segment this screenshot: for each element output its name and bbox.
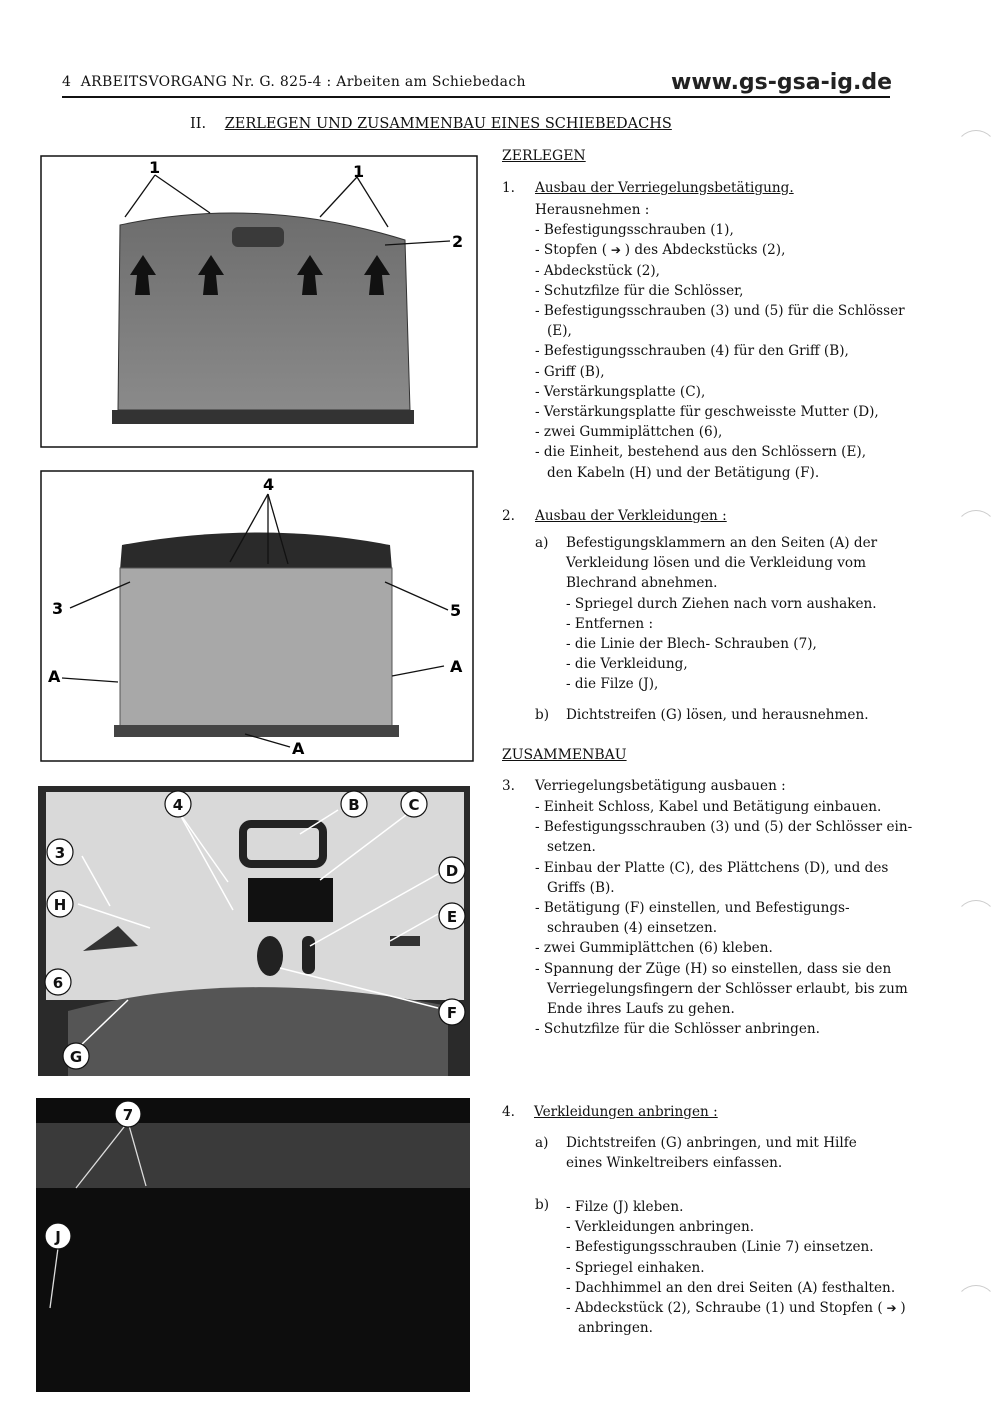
header-title: ARBEITSVORGANG Nr. G. 825-4 : Arbeiten am Schiebedach — [80, 74, 526, 90]
callout-label: A — [48, 667, 61, 686]
step-2-number: 2. — [502, 508, 515, 524]
step-4a-list — [566, 1133, 857, 1173]
list-item: - Abdeckstück (2), Schraube (1) und Stopfen ( ➔ ) — [566, 1300, 906, 1317]
arrow-right-icon: ➔ — [882, 1301, 901, 1316]
callout-label: 3 — [52, 599, 64, 618]
list-item: - Befestigungsschrauben (Linie 7) einsetzen. — [566, 1239, 874, 1256]
step-4b-label: b) — [535, 1197, 550, 1213]
list-item: - Verstärkungsplatte für geschweisste Mutter (D), — [535, 404, 879, 421]
list-item: Ende ihres Laufs zu gehen. — [547, 1001, 735, 1018]
callout-label: 4 — [263, 475, 275, 494]
list-item: - zwei Gummiplättchen (6) kleben. — [535, 940, 773, 957]
website-link[interactable]: www.gs-gsa-ig.de — [671, 70, 893, 95]
figure-2-headliner — [40, 470, 474, 762]
callout-label: F — [446, 1004, 458, 1022]
list-item: - Verkleidungen anbringen. — [566, 1219, 755, 1236]
callout-label: 7 — [122, 1106, 134, 1124]
binder-mark — [955, 900, 997, 942]
callout-label: 1 — [149, 158, 161, 177]
figure-4-screws-felts — [36, 1098, 470, 1392]
list-item: - Griff (B), — [535, 363, 605, 380]
callout-label: A — [292, 739, 305, 758]
list-item: - Befestigungsschrauben (1), — [535, 222, 734, 239]
step-1-intro: Herausnehmen : — [535, 202, 650, 218]
list-item: Dichtstreifen (G) anbringen, und mit Hilfe — [566, 1135, 857, 1151]
list-item: Griffs (B). — [547, 879, 615, 896]
step-1-number: 1. — [502, 180, 515, 196]
list-item: - Befestigungsschrauben (3) und (5) der Schlösser ein- — [535, 819, 913, 836]
callout-label: E — [446, 908, 458, 926]
list-item: schrauben (4) einsetzen. — [547, 920, 718, 937]
list-item: - Einheit Schloss, Kabel und Betätigung einbauen. — [535, 799, 882, 815]
callout-label: 2 — [452, 232, 464, 251]
step-4a-label: a) — [535, 1135, 549, 1151]
step-3-number: 3. — [502, 778, 515, 794]
list-item: - Schutzfilze für die Schlösser anbringen. — [535, 1021, 820, 1038]
step-3-list — [535, 797, 912, 1039]
list-item: Blechrand abnehmen. — [566, 575, 718, 592]
list-item: - Befestigungsschrauben (4) für den Griff (B), — [535, 343, 849, 360]
callout-label: 3 — [54, 844, 66, 862]
list-item: - Betätigung (F) einstellen, und Befestigungs- — [535, 900, 850, 917]
list-item: - Spannung der Züge (H) so einstellen, dass sie den — [535, 960, 892, 977]
callout-label: 4 — [172, 796, 184, 814]
step-1-list — [535, 200, 905, 483]
list-item: Befestigungsklammern an den Seiten (A) der — [566, 535, 878, 551]
step-3-title: Verriegelungsbetätigung ausbauen : — [535, 778, 786, 794]
step-2a-label: a) — [535, 535, 549, 551]
binder-mark — [955, 510, 997, 552]
list-item: den Kabeln (H) und der Betätigung (F). — [547, 464, 820, 481]
page-number: 4 — [62, 74, 72, 90]
list-item: - die Filze (J), — [566, 676, 659, 693]
list-item: (E), — [547, 323, 572, 340]
callout-label: C — [408, 796, 420, 814]
list-item: - Dachhimmel an den drei Seiten (A) festhalten. — [566, 1279, 896, 1296]
callout-label: A — [450, 657, 463, 676]
list-item: - Spriegel einhaken. — [566, 1259, 705, 1276]
callout-label: D — [445, 862, 459, 880]
list-item: anbringen. — [578, 1320, 653, 1337]
arrow-right-icon: ➔ — [607, 243, 625, 258]
list-item: - Filze (J) kleben. — [566, 1199, 684, 1215]
section-title — [190, 116, 672, 132]
section-heading: ZERLEGEN UND ZUSAMMENBAU EINES SCHIEBEDACHS — [224, 116, 672, 132]
callout-label: 1 — [353, 162, 365, 181]
step-2a-list — [566, 533, 877, 695]
header-rule — [62, 96, 890, 98]
step-4b-list — [566, 1197, 906, 1338]
page-header — [62, 74, 526, 90]
list-item: - die Verkleidung, — [566, 656, 688, 673]
binder-mark — [955, 1285, 997, 1327]
callout-label: 6 — [52, 974, 64, 992]
section-number: II. — [190, 116, 207, 132]
figure-3-lock-mechanism — [38, 786, 470, 1076]
list-item: - Entfernen : — [566, 615, 654, 632]
binder-mark — [955, 130, 997, 172]
step-2b-text: Dichtstreifen (G) lösen, und herausnehmen. — [566, 707, 869, 723]
callout-label: 5 — [450, 601, 462, 620]
list-item: - zwei Gummiplättchen (6), — [535, 424, 723, 441]
list-item: setzen. — [547, 839, 596, 856]
step-1-title: Ausbau der Verriegelungsbetätigung. — [535, 180, 794, 196]
list-item: - Einbau der Platte (C), des Plättchens (D), und des — [535, 859, 889, 876]
step-4-title: Verkleidungen anbringen : — [534, 1104, 718, 1120]
list-item: - Befestigungsschrauben (3) und (5) für die Schlösser — [535, 303, 905, 320]
figure-1-sunroof-panel — [40, 155, 478, 448]
callout-label: J — [55, 1228, 61, 1246]
list-item: - Spriegel durch Ziehen nach vorn aushaken. — [566, 595, 877, 612]
list-item: - Stopfen ( ➔ ) des Abdeckstücks (2), — [535, 242, 786, 259]
list-item: - Abdeckstück (2), — [535, 262, 660, 279]
list-item: Verkleidung lösen und die Verkleidung vom — [566, 555, 866, 572]
list-item: - Schutzfilze für die Schlösser, — [535, 282, 744, 299]
list-item: - die Linie der Blech- Schrauben (7), — [566, 636, 817, 653]
zerlegen-heading: ZERLEGEN — [502, 148, 586, 164]
list-item: eines Winkeltreibers einfassen. — [566, 1155, 783, 1172]
callout-label: B — [348, 796, 360, 814]
list-item: Verriegelungsfingern der Schlösser erlaubt, bis zum — [547, 980, 908, 997]
step-2-title: Ausbau der Verkleidungen : — [535, 508, 727, 524]
step-2b-label: b) — [535, 707, 550, 723]
callout-label: H — [53, 896, 67, 914]
list-item: - die Einheit, bestehend aus den Schlössern (E), — [535, 444, 867, 461]
zusammenbau-heading: ZUSAMMENBAU — [502, 747, 627, 763]
list-item: - Verstärkungsplatte (C), — [535, 383, 706, 400]
step-4-number: 4. — [502, 1104, 515, 1120]
callout-label: G — [69, 1048, 83, 1066]
